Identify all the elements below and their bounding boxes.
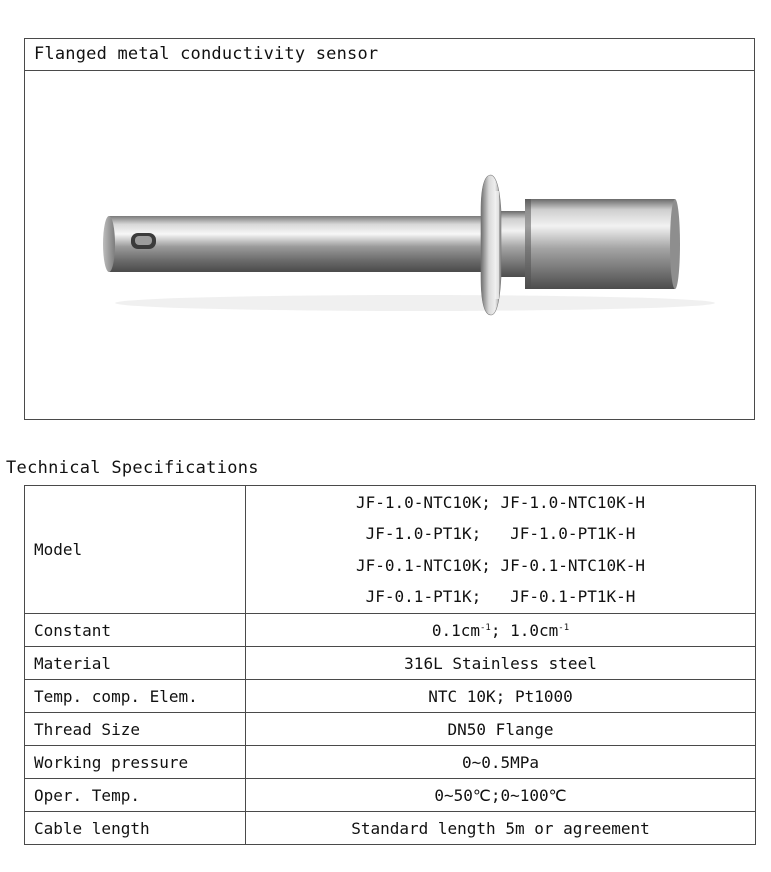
constant-value-b: ; 1.0cm [490,620,559,640]
row-value-oper-temp: 0~50℃;0~100℃ [246,779,756,812]
probe-rod [103,216,491,272]
row-label-cable-length: Cable length [25,812,246,845]
constant-exponent: -1 [558,622,570,633]
row-value-thread-size: DN50 Flange [246,713,756,746]
row-label-working-pressure: Working pressure [25,746,246,779]
model-line: JF-1.0-NTC10K; JF-1.0-NTC10K-H [356,492,645,512]
table-row [25,779,756,812]
row-label-constant: Constant [25,614,246,647]
row-label-temp-comp: Temp. comp. Elem. [25,680,246,713]
table-row [25,614,756,647]
specs-heading: Technical Specifications [6,458,259,478]
product-panel [24,38,755,420]
row-label-thread-size: Thread Size [25,713,246,746]
row-label-oper-temp: Oper. Temp. [25,779,246,812]
sensor-product-image [25,71,754,419]
table-row [25,713,756,746]
constant-exponent: -1 [480,622,491,633]
table-row [25,647,756,680]
model-line: JF-1.0-PT1K; JF-1.0-PT1K-H [365,524,636,543]
row-value-constant [246,614,756,647]
row-label-material: Material [25,647,246,680]
table-row [25,812,756,845]
specs-table [24,485,756,845]
row-value-temp-comp: NTC 10K; Pt1000 [246,680,756,713]
row-label-model: Model [25,486,246,614]
model-line: JF-0.1-NTC10K; JF-0.1-NTC10K-H [356,555,645,575]
table-row [25,746,756,779]
row-value-cable-length: Standard length 5m or agreement [246,812,756,845]
table-row [25,680,756,713]
sensor-body [525,199,680,289]
row-value-model [246,486,756,614]
row-value-material: 316L Stainless steel [246,647,756,680]
constant-value-a: 0.1cm [431,620,481,640]
table-row [25,486,756,614]
product-title: Flanged metal conductivity sensor [25,39,754,71]
flange [481,175,501,315]
model-line: JF-0.1-PT1K; JF-0.1-PT1K-H [365,587,636,606]
row-value-working-pressure: 0~0.5MPa [246,746,756,779]
